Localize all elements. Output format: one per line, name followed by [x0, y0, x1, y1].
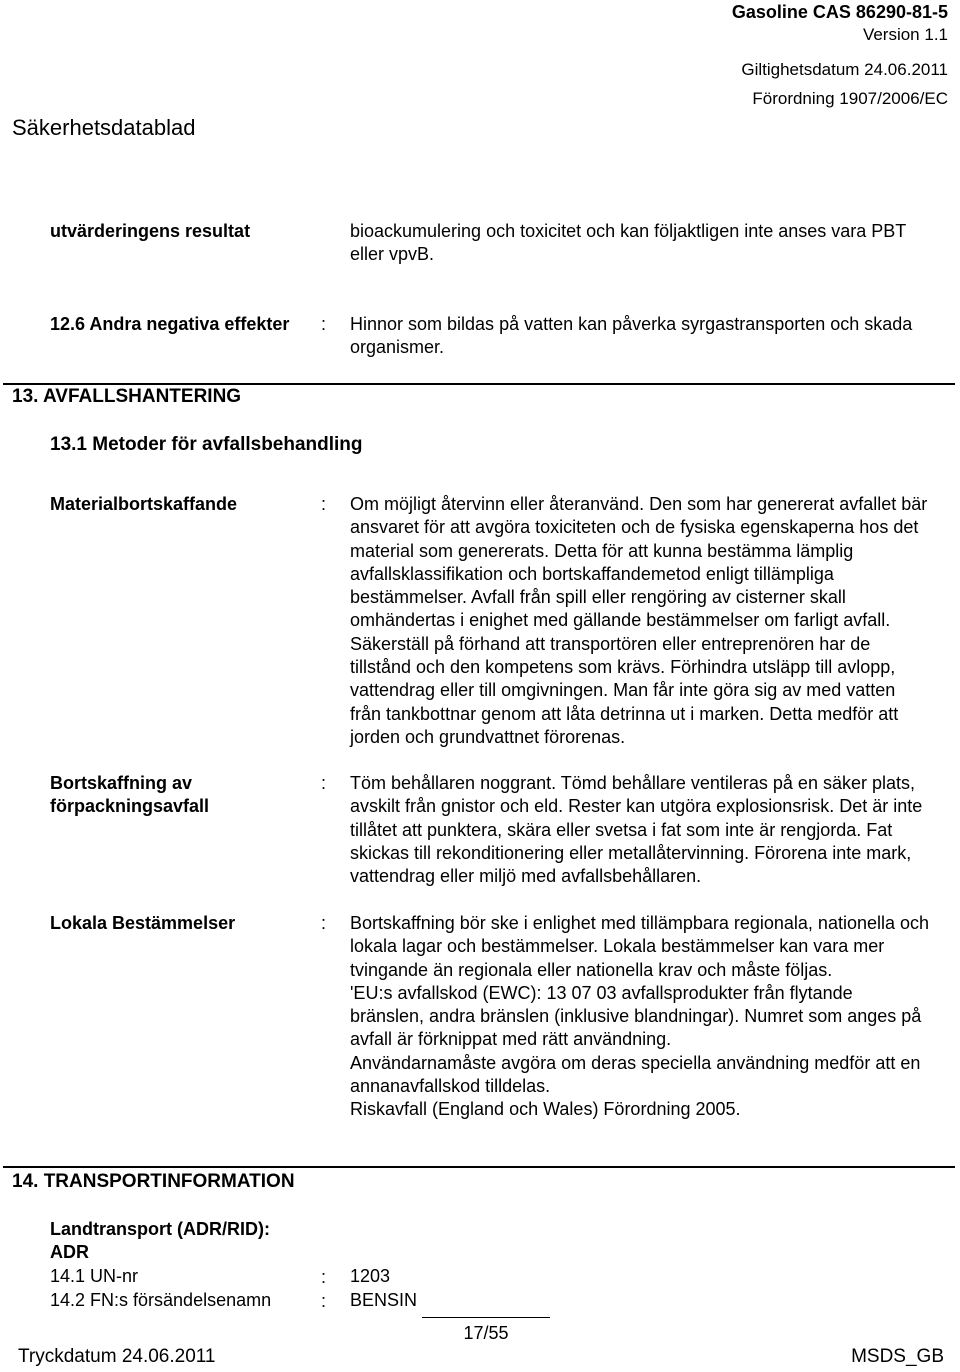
- local-regulations-colon: :: [321, 913, 327, 933]
- un-number-colon: :: [321, 1267, 327, 1287]
- footer-rule: [422, 1317, 550, 1318]
- section-rule: [3, 383, 955, 385]
- material-disposal-label: Materialbortskaffande: [50, 494, 238, 514]
- assessment-result-value: bioackumulering och toxicitet och kan följaktligen inte anses vara PBT eller vpvB.: [350, 221, 906, 265]
- assessment-result-label: utvärderingens resultat: [50, 221, 251, 241]
- local-regulations-paragraph: 'EU:s avfallskod (EWC): 13 07 03 avfallsprodukter från flytande bränslen, andra bränslen (inklusive blandningar). Numret som anges på avfall är förknippat med rätt användning.: [350, 982, 922, 1050]
- other-effects-label: 12.6 Andra negativa effekter: [50, 314, 290, 334]
- local-regulations-paragraph: Riskavfall (England och Wales) Förordning 2005.: [350, 1099, 741, 1120]
- other-effects-colon: :: [321, 314, 327, 334]
- other-effects-value: Hinnor som bildas på vatten kan påverka syrgastransporten och skada organismer.: [350, 314, 913, 358]
- adr-label: ADR: [50, 1242, 89, 1262]
- un-number-label: 14.1 UN-nr: [50, 1266, 139, 1286]
- version-label: Version 1.1: [862, 25, 948, 44]
- section-13-heading: 13. AVFALLSHANTERING: [12, 386, 242, 407]
- local-regulations-label: Lokala Bestämmelser: [50, 913, 236, 933]
- shipping-name-colon: :: [321, 1291, 327, 1311]
- product-name: Gasoline CAS 86290-81-5: [731, 2, 948, 22]
- regulation-label: Förordning 1907/2006/EC: [752, 89, 948, 108]
- local-regulations-value: [350, 912, 930, 1122]
- land-transport-label: Landtransport (ADR/RID):: [50, 1219, 270, 1239]
- section-13-1-subheading: 13.1 Metoder för avfallsbehandling: [50, 434, 363, 455]
- print-date: Tryckdatum 24.06.2011: [18, 1346, 216, 1367]
- un-number-value: 1203: [350, 1266, 391, 1286]
- section-14-heading: 14. TRANSPORTINFORMATION: [12, 1171, 295, 1192]
- document-title: Säkerhetsdatablad: [12, 115, 196, 140]
- local-regulations-paragraph: Bortskaffning bör ske i enlighet med tillämpbara regionala, nationella och lokala lagar och bestämmelser. Lokala bestämmelser kan vara mer tvingande än regionala eller nationella krav och måste följas.: [350, 913, 930, 980]
- section-rule: [3, 1166, 955, 1168]
- local-regulations-paragraph: Användarnamåste avgöra om deras speciella användning medför att en annanavfallskod tilldelas.: [350, 1052, 921, 1097]
- packaging-disposal-colon: :: [321, 773, 327, 793]
- packaging-disposal-value: Töm behållaren noggrant. Tömd behållare ventileras på en säker plats, avskilt från gnistor och eld. Rester kan utgöra explosionsrisk. Det är inte tillåtet att punktera, skära eller svetsa i fat som inte är rengjorda. Fat skickas till rekonditionering eller metallåtervinning. Förorena inte mark, vattendrag eller miljö med avfallsbehållaren.: [350, 773, 923, 887]
- material-disposal-colon: :: [321, 494, 327, 514]
- shipping-name-value: BENSIN: [350, 1290, 418, 1310]
- material-disposal-value: Om möjligt återvinn eller återanvänd. Den som har genererat avfallet bär ansvaret för att avgöra toxiciteten och de fysiska egenskaperna hos det material som genererats. Detta för att kunna bestämma lämplig avfallsklassifikation och bortskaffandemetod enligt tillämpliga bestämmelser. Avfall från spill eller rengöring av cisterner skall omhändertas i enighet med gällande bestämmelser om farligt avfall. Säkerställ på förhand att transportören eller entreprenören har de tillstånd och den kompetens som krävs. Förhindra utsläpp till avlopp, vattendrag eller till omgivningen. Man får inte göra sig av med vatten från tankbottnar genom att låta detrinna ut i marken. Detta medför att jorden och grundvattnet förorenas.: [350, 494, 928, 747]
- validity-date: Giltighetsdatum 24.06.2011: [741, 60, 948, 79]
- shipping-name-label: 14.2 FN:s försändelsenamn: [50, 1290, 272, 1310]
- document-code: MSDS_GB: [851, 1346, 944, 1367]
- packaging-disposal-label: Bortskaffning av förpackningsavfall: [50, 773, 210, 816]
- page-number: 17/55: [463, 1323, 509, 1343]
